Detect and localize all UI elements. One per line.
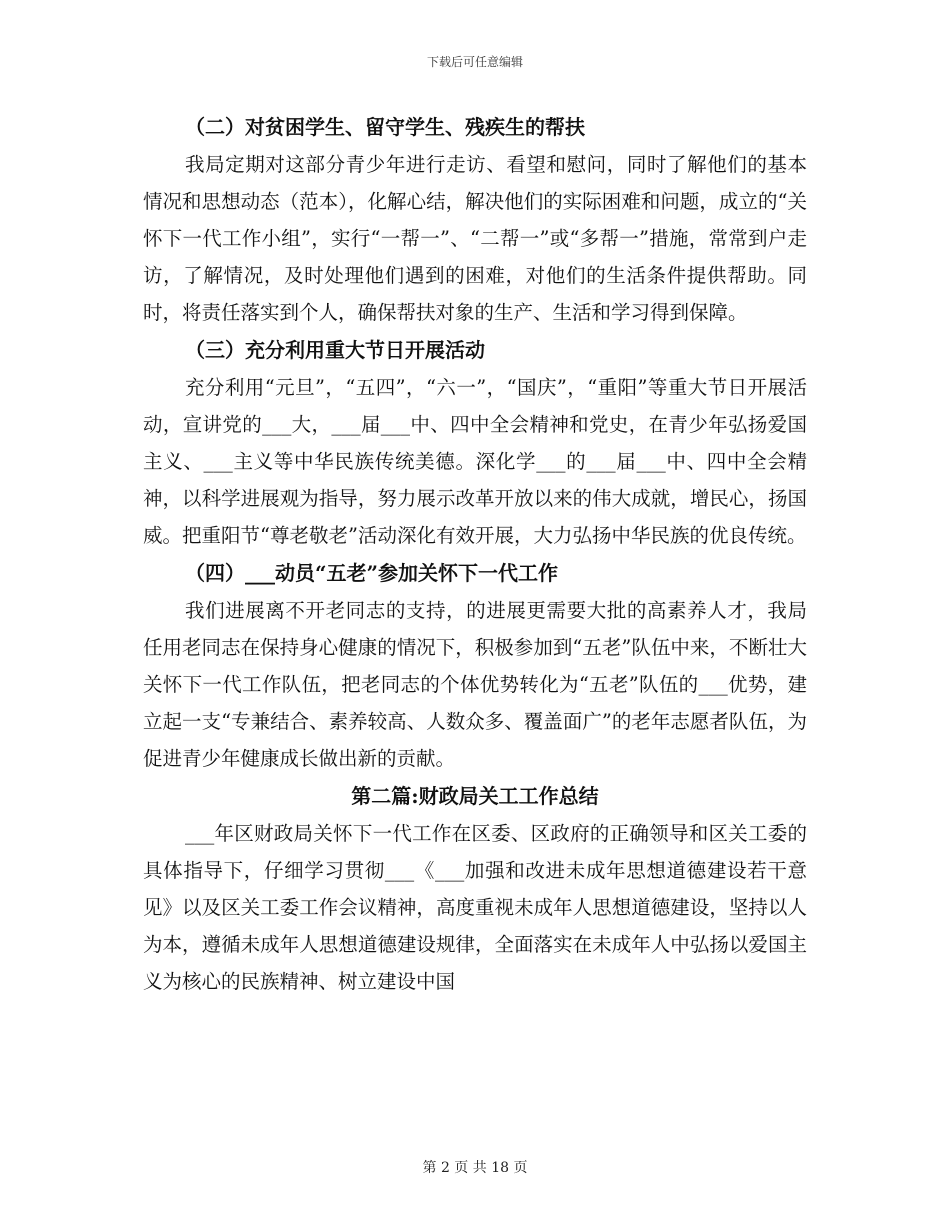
page-footer: 第 2 页 共 18 页	[422, 1160, 528, 1176]
paragraph-2: 我局定期对这部分青少年进行走访、看望和慰问，同时了解他们的基本情况和思想动态（范本），化解心结，解决他们的实际困难和问题，成立的“关怀下一代工作小组”，实行“一帮一”、“二帮一”或“多帮一”措施，常常到户走访，了解情况，及时处理他们遇到的困难，对他们的生活条件提供帮助。同时，将责任落实到个人，确保帮扶对象的生产、生活和学习得到保障。	[143, 153, 807, 324]
subheading-4: （四）___动员“五老”参加关怀下一代工作	[185, 561, 559, 585]
page-header: 下载后可任意编辑	[426, 55, 523, 69]
paragraph-3: 充分利用“元旦”，“五四”，“六一”，“国庆”，“重阳”等重大节日开展活动，宣讲党的___大，___届___中、四中全会精神和党史，在青少年弘扬爱国主义、___主义等中华民族传统美德。深化学___的___届___中、四中全会精神，以科学进展观为指导，努力展示改革开放以来的伟大成就，增民心，扬国威。把重阳节“尊老敬老”活动深化有效开展，大力弘扬中华民族的优良传统。	[143, 376, 807, 547]
subheading-2: （二）对贫困学生、留守学生、残疾生的帮扶	[185, 115, 585, 139]
section-title: 第二篇:财政局关工工作总结	[351, 784, 599, 808]
paragraph-4: 我们进展离不开老同志的支持，的进展更需要大批的高素养人才，我局任用老同志在保持身心健康的情况下，积极参加到“五老”队伍中来，不断壮大关怀下一代工作队伍，把老同志的个体优势转化为“五老”队伍的___优势，建立起一支“专兼结合、素养较高、人数众多、覆盖面广”的老年志愿者队伍，为促进青少年健康成长做出新的贡献。	[143, 599, 807, 770]
paragraph-5: ___年区财政局关怀下一代工作在区委、区政府的正确领导和区关工委的具体指导下，仔细学习贯彻___《___加强和改进未成年思想道德建设若干意见》以及区关工委工作会议精神，高度重视未成年人思想道德建设，坚持以人为本，遵循未成年人思想道德建设规律，全面落实在未成年人中弘扬以爱国主义为核心的民族精神、树立建设中国	[143, 822, 807, 993]
document-body	[143, 108, 807, 1000]
subheading-3: （三）充分利用重大节日开展活动	[185, 338, 485, 362]
